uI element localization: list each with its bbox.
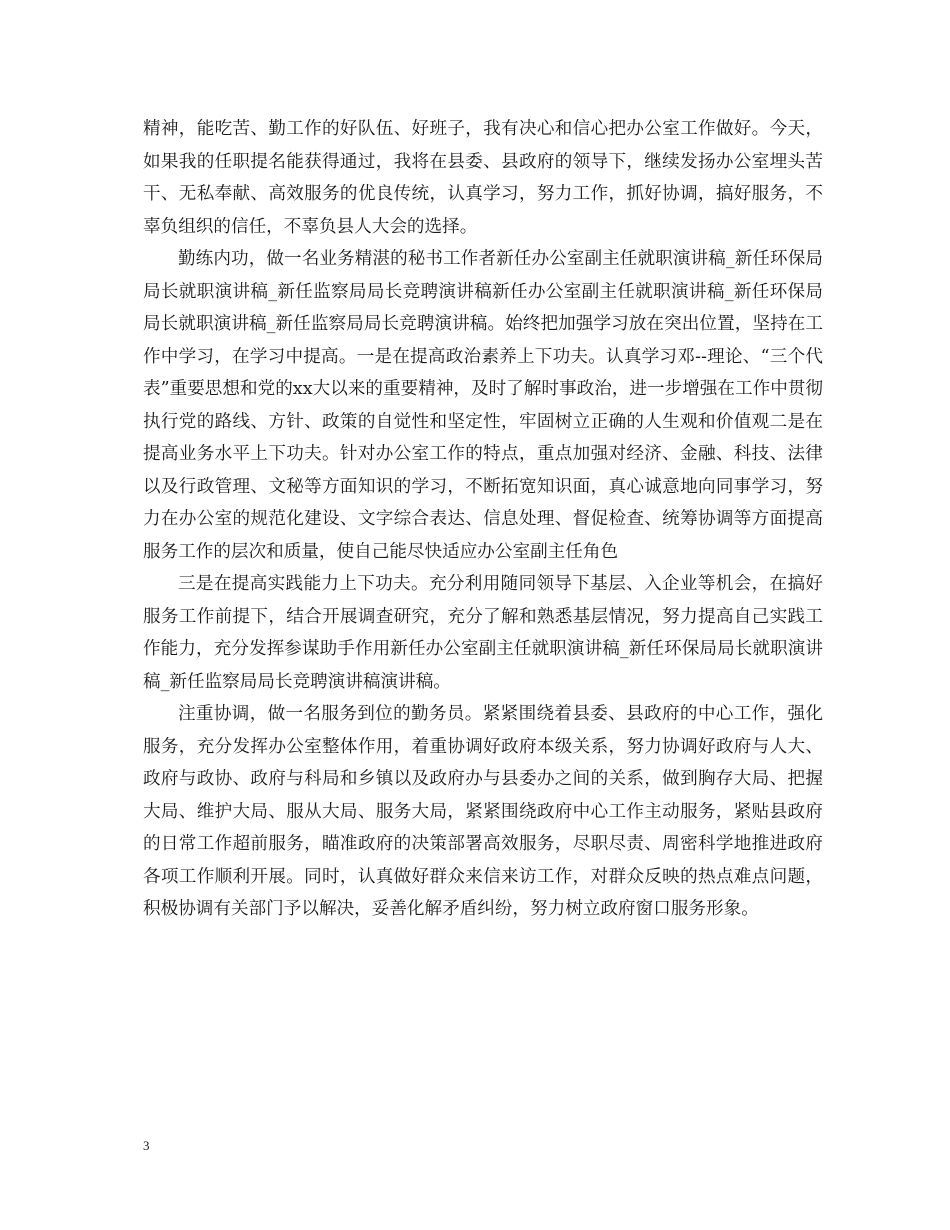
paragraph-internal-skills: 勤练内功，做一名业务精湛的秘书工作者新任办公室副主任就职演讲稿_新任环保局局长就职演讲稿_新任监察局局长竞聘演讲稿新任办公室副主任就职演讲稿_新任环保局局长就职演讲稿_新任监察局局长竞聘演讲稿。始终把加强学习放在突出位置，坚持在工作中学习，在学习中提高。一是在提高政治素养上下功夫。认真学习邓--理论、“三个代表”重要思想和党的xx大以来的重要精神，及时了解时事政治，进一步增强在工作中贯彻执行党的路线、方针、政策的自觉性和坚定性，牢固树立正确的人生观和价值观二是在提高业务水平上下功夫。针对办公室工作的特点，重点加强对经济、金融、科技、法律以及行政管理、文秘等方面知识的学习，不断拓宽知识面，真心诚意地向同事学习，努力在办公室的规范化建设、文字综合表达、信息处理、督促检查、统筹协调等方面提高服务工作的层次和质量，使自己能尽快适应办公室副主任角色: [143, 249, 823, 562]
paragraph-practical-ability: 三是在提高实践能力上下功夫。充分利用随同领导下基层、入企业等机会，在搞好服务工作前提下，结合开展调查研究，充分了解和熟悉基层情况，努力提高自己实践工作能力，充分发挥参谋助手作用新任办公室副主任就职演讲稿_新任环保局局长就职演讲稿_新任监察局局长竞聘演讲稿演讲稿。: [143, 574, 823, 692]
document-body: [143, 113, 823, 926]
paragraph-continuation: 精神，能吃苦、勤工作的好队伍、好班子，我有决心和信心把办公室工作做好。今天，如果我的任职提名能获得通过，我将在县委、县政府的领导下，继续发扬办公室埋头苦干、无私奉献、高效服务的优良传统，认真学习，努力工作，抓好协调，搞好服务，不辜负组织的信任，不辜负县人大会的选择。: [143, 119, 823, 237]
paragraph-coordination: 注重协调，做一名服务到位的勤务员。紧紧围绕着县委、县政府的中心工作，强化服务，充分发挥办公室整体作用，着重协调好政府本级关系，努力协调好政府与人大、政府与政协、政府与科局和乡镇以及政府办与县委办之间的关系，做到胸存大局、把握大局、维护大局、服从大局、服务大局，紧紧围绕政府中心工作主动服务，紧贴县政府的日常工作超前服务，瞄准政府的决策部署高效服务，尽职尽责、周密科学地推进政府各项工作顺利开展。同时，认真做好群众来信来访工作，对群众反映的热点难点问题，积极协调有关部门予以解决，妥善化解矛盾纠纷，努力树立政府窗口服务形象。: [143, 704, 823, 919]
page-number: 3: [143, 1138, 150, 1153]
